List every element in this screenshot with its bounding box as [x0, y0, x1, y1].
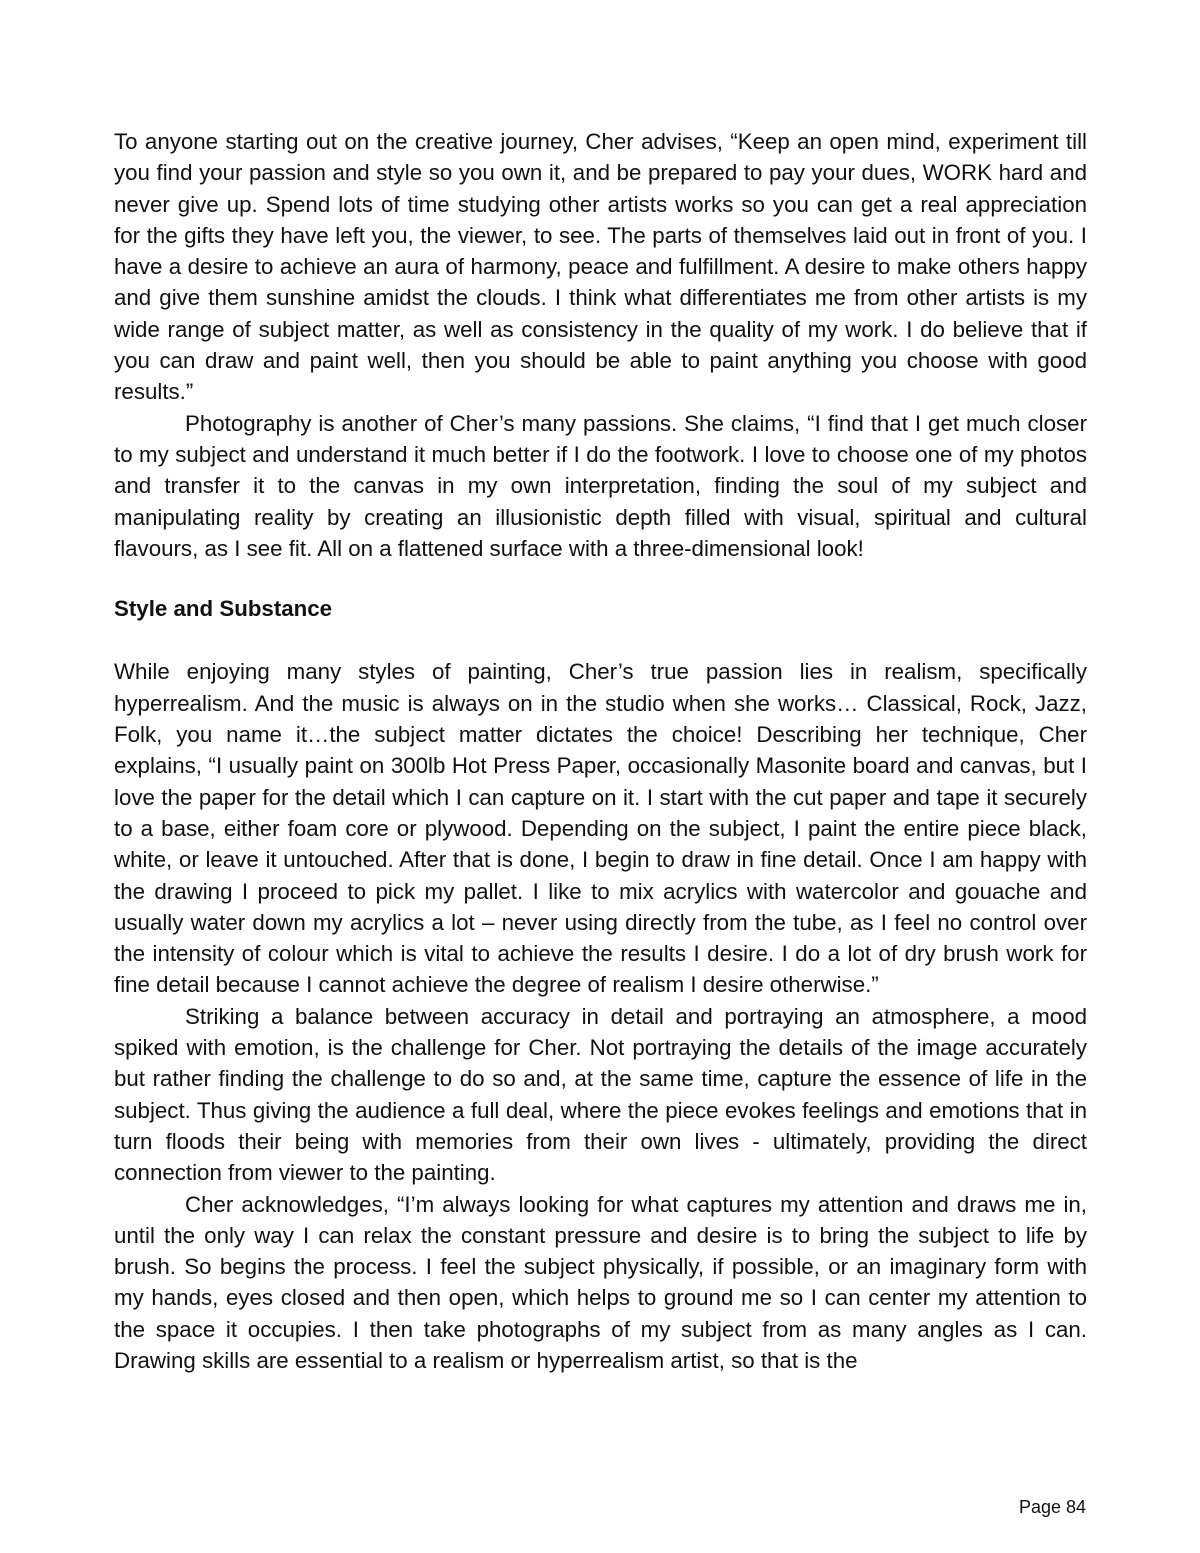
page-number: Page 84 [1018, 1497, 1086, 1517]
paragraph-technique: While enjoying many styles of painting, Cher’s true passion lies in realism, specifically hyperrealism. And the music is always on in the studio when she works… Classical, Rock, Jazz, Folk, you name it…the subject matter dictates the choice! Describing her technique, Cher explains, “I usually paint on 300lb Hot Press Paper, occasionally Masonite board and canvas, but I love the paper for the detail which I can capture on it. I start with the cut paper and tape it securely to a base, either foam core or plywood. Depending on the subject, I paint the entire piece black, white, or leave it untouched. After that is done, I begin to draw in fine detail. Once I am happy with the drawing I proceed to pick my pallet. I like to mix acrylics with watercolor and gouache and usually water down my acrylics a lot – never using directly from the tube, as I feel no control over the intensity of colour which is vital to achieve the results I desire. I do a lot of dry brush work for fine detail because I cannot achieve the degree of realism I desire otherwise.” [114, 659, 1087, 998]
paragraph-advice: To anyone starting out on the creative journey, Cher advises, “Keep an open mind, experiment till you find your passion and style so you own it, and be prepared to pay your dues, WORK hard and never give up. Spend lots of time studying other artists works so you can get a real appreciation for the gifts they have left you, the viewer, to see. The parts of themselves laid out in front of you. I have a desire to achieve an aura of harmony, peace and fulfillment. A desire to make others happy and give them sunshine amidst the clouds. I think what differentiates me from other artists is my wide range of subject matter, as well as consistency in the quality of my work. I do believe that if you can draw and paint well, then you should be able to paint anything you choose with good results.” [114, 129, 1087, 405]
page-content [114, 126, 1087, 1376]
paragraph-balance: Striking a balance between accuracy in detail and portraying an atmosphere, a mood spiked with emotion, is the challenge for Cher. Not portraying the details of the image accurately but rather finding the challenge to do so and, at the same time, capture the essence of life in the subject. Thus giving the audience a full deal, where the piece evokes feelings and emotions that in turn floods their being with memories from their own lives - ultimately, providing the direct connection from viewer to the painting. [114, 1003, 1087, 1186]
paragraph-photography: Photography is another of Cher’s many passions. She claims, “I find that I get much closer to my subject and understand it much better if I do the footwork. I love to choose one of my photos and transfer it to the canvas in my own interpretation, finding the soul of my subject and manipulating reality by creating an illusionistic depth filled with visual, spiritual and cultural flavours, as I see fit. All on a flattened surface with a three-dimensional look! [114, 410, 1087, 561]
section-heading: Style and Substance [114, 596, 333, 622]
paragraph-process: Cher acknowledges, “I’m always looking for what captures my attention and draws me in, until the only way I can relax the constant pressure and desire is to bring the subject to life by brush. So begins the process. I feel the subject physically, if possible, or an imaginary form with my hands, eyes closed and then open, which helps to ground me so I can center my attention to the space it occupies. I then take photographs of my subject from as many angles as I can. Drawing skills are essential to a realism or hyperrealism artist, so that is the [114, 1191, 1087, 1373]
